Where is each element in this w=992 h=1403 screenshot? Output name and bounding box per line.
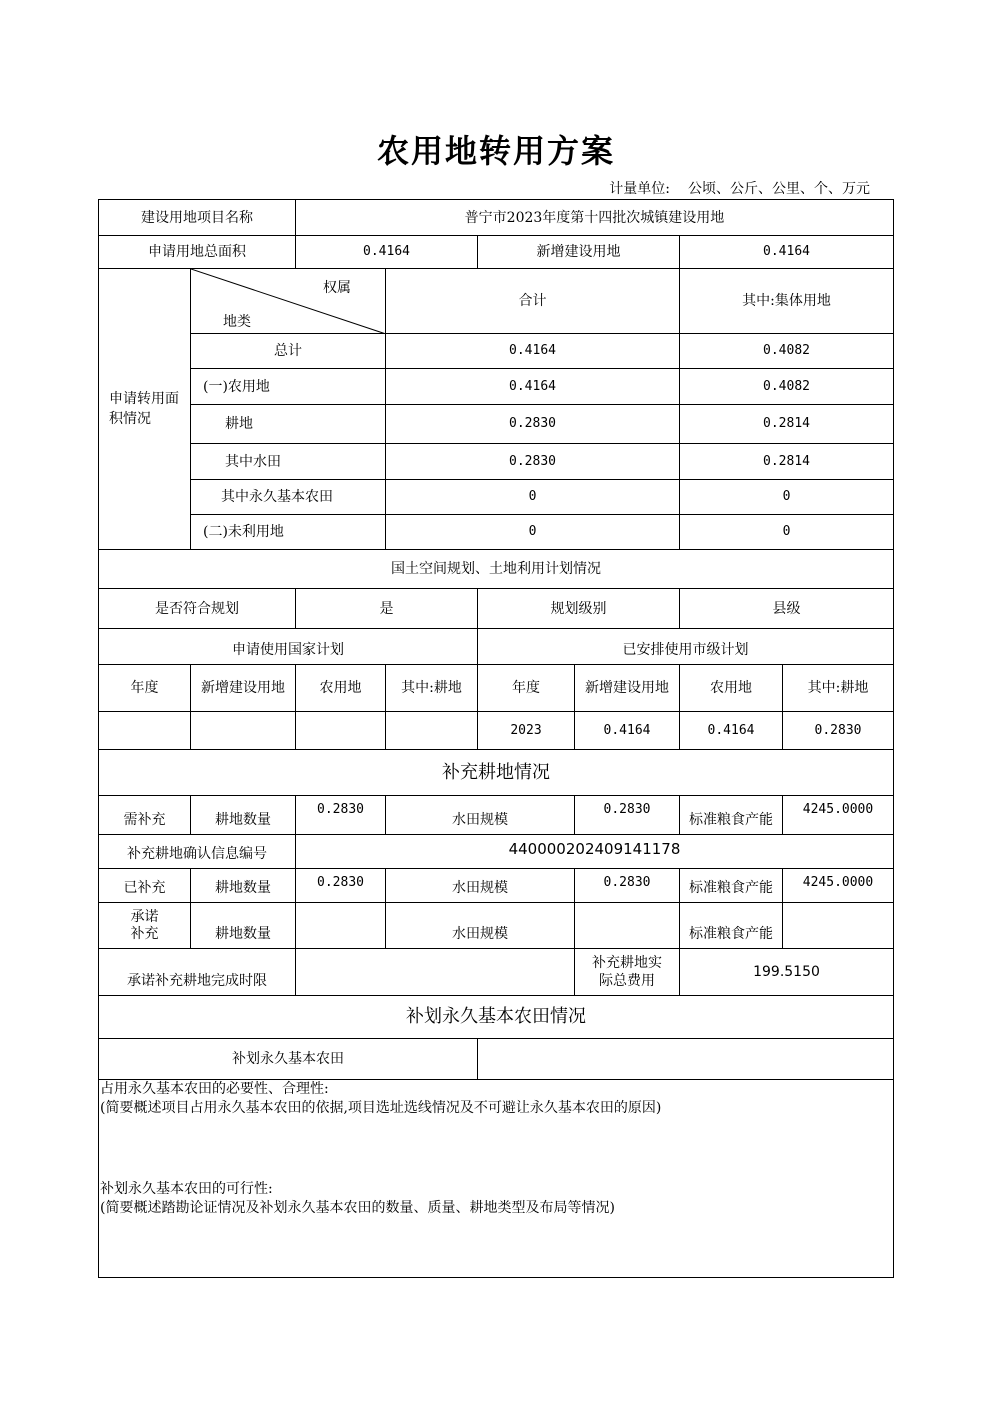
plan-col-cultivated-2: 其中:耕地 xyxy=(783,665,893,712)
plan-val-new-1 xyxy=(191,712,296,750)
promise-qty-value xyxy=(296,903,386,949)
measurement-unit xyxy=(560,179,870,199)
row-permanent-farmland-collective: 0 xyxy=(680,480,893,515)
plan-val-year-1 xyxy=(99,712,191,750)
need-qty-label: 耕地数量 xyxy=(191,796,296,835)
conform-plan-label: 是否符合规划 xyxy=(99,589,296,629)
plan-col-agri-1: 农用地 xyxy=(296,665,386,712)
plan-col-cultivated-1: 其中:耕地 xyxy=(386,665,478,712)
confirm-code-value: 440000202409141178 xyxy=(296,835,893,869)
row-paddy-value: 0.2830 xyxy=(386,444,680,480)
total-area-value: 0.4164 xyxy=(296,236,478,269)
feasibility-title: 补划永久基本农田的可行性: xyxy=(100,1181,273,1197)
conversion-section-label: 申请转用面积情况 xyxy=(99,269,191,550)
row-unused-land-collective: 0 xyxy=(680,515,893,550)
notes-area xyxy=(100,1080,890,1276)
national-plan-header: 申请使用国家计划 xyxy=(99,629,478,665)
plan-col-year-2: 年度 xyxy=(478,665,575,712)
row-paddy-collective: 0.2814 xyxy=(680,444,893,480)
plan-val-cultivated-2: 0.2830 xyxy=(783,712,893,750)
done-paddy-value: 0.2830 xyxy=(575,869,680,903)
necessity-hint: (简要概述项目占用永久基本农田的依据,项目选址选线情况及不可避让永久基本农田的原因) xyxy=(100,1100,662,1116)
plan-col-new-2: 新增建设用地 xyxy=(575,665,680,712)
confirm-code-label: 补充耕地确认信息编号 xyxy=(99,835,296,869)
planning-section-title: 国土空间规划、土地利用计划情况 xyxy=(99,550,893,589)
need-grain-value: 4245.0000 xyxy=(783,796,893,835)
farmland-row-label: 补划永久基本农田 xyxy=(99,1039,478,1080)
row-label-agricultural: (一)农用地 xyxy=(191,369,386,405)
plan-val-agri-1 xyxy=(296,712,386,750)
need-paddy-value: 0.2830 xyxy=(575,796,680,835)
need-supplement-label: 需补充 xyxy=(99,796,191,835)
deadline-label: 承诺补充耕地完成时限 xyxy=(99,949,296,996)
necessity-blank xyxy=(100,1118,890,1180)
plan-val-agri-2: 0.4164 xyxy=(680,712,783,750)
row-label-cultivated: 耕地 xyxy=(191,405,386,444)
promise-paddy-value xyxy=(575,903,680,949)
row-total-value: 0.4164 xyxy=(386,334,680,369)
done-supplement-label: 已补充 xyxy=(99,869,191,903)
city-plan-header: 已安排使用市级计划 xyxy=(478,629,893,665)
promise-qty-label: 耕地数量 xyxy=(191,903,296,949)
plan-col-new-1: 新增建设用地 xyxy=(191,665,296,712)
promise-supplement-label: 承诺补充 xyxy=(99,903,191,949)
diagonal-header-cell xyxy=(191,269,386,334)
plan-level-label: 规划级别 xyxy=(478,589,680,629)
actual-cost-value: 199.5150 xyxy=(680,949,893,996)
col-collective-header: 其中:集体用地 xyxy=(680,269,893,334)
promise-grain-label: 标准粮食产能 xyxy=(680,903,783,949)
land-type-header: 地类 xyxy=(223,314,251,330)
promise-paddy-label: 水田规模 xyxy=(386,903,575,949)
diagonal-line xyxy=(191,269,386,334)
row-agricultural-value: 0.4164 xyxy=(386,369,680,405)
unit-value: 公顷、公斤、公里、个、万元 xyxy=(688,181,870,197)
project-name-value: 普宁市2023年度第十四批次城镇建设用地 xyxy=(296,200,893,236)
plan-col-agri-2: 农用地 xyxy=(680,665,783,712)
unit-label: 计量单位: xyxy=(609,181,670,197)
farmland-row-value xyxy=(478,1039,893,1080)
total-area-label: 申请用地总面积 xyxy=(99,236,296,269)
done-paddy-label: 水田规模 xyxy=(386,869,575,903)
need-paddy-label: 水田规模 xyxy=(386,796,575,835)
plan-col-year-1: 年度 xyxy=(99,665,191,712)
plan-level-value: 县级 xyxy=(680,589,893,629)
necessity-title: 占用永久基本农田的必要性、合理性: xyxy=(100,1081,329,1097)
need-qty-value: 0.2830 xyxy=(296,796,386,835)
done-grain-value: 4245.0000 xyxy=(783,869,893,903)
done-qty-label: 耕地数量 xyxy=(191,869,296,903)
plan-val-year-2: 2023 xyxy=(478,712,575,750)
supplement-section-title: 补充耕地情况 xyxy=(99,750,893,796)
row-label-paddy: 其中水田 xyxy=(191,444,386,480)
row-unused-land-value: 0 xyxy=(386,515,680,550)
farmland-section-title: 补划永久基本农田情况 xyxy=(99,996,893,1039)
feasibility-hint: (简要概述踏勘论证情况及补划永久基本农田的数量、质量、耕地类型及布局等情况) xyxy=(100,1200,615,1216)
new-construction-value: 0.4164 xyxy=(680,236,893,269)
actual-cost-label: 补充耕地实际总费用 xyxy=(575,949,680,996)
row-label-unused-land: (二)未利用地 xyxy=(191,515,386,550)
plan-val-cultivated-1 xyxy=(386,712,478,750)
done-grain-label: 标准粮食产能 xyxy=(680,869,783,903)
row-label-permanent-farmland: 其中永久基本农田 xyxy=(191,480,386,515)
promise-grain-value xyxy=(783,903,893,949)
page-title: 农用地转用方案 xyxy=(376,132,615,170)
deadline-value xyxy=(296,949,575,996)
col-total-header: 合计 xyxy=(386,269,680,334)
ownership-header: 权属 xyxy=(323,280,351,296)
project-name-label: 建设用地项目名称 xyxy=(99,200,296,236)
need-grain-label: 标准粮食产能 xyxy=(680,796,783,835)
row-total-collective: 0.4082 xyxy=(680,334,893,369)
row-agricultural-collective: 0.4082 xyxy=(680,369,893,405)
done-qty-value: 0.2830 xyxy=(296,869,386,903)
conform-plan-value: 是 xyxy=(296,589,478,629)
new-construction-label: 新增建设用地 xyxy=(478,236,680,269)
row-cultivated-collective: 0.2814 xyxy=(680,405,893,444)
plan-val-new-2: 0.4164 xyxy=(575,712,680,750)
row-cultivated-value: 0.2830 xyxy=(386,405,680,444)
row-permanent-farmland-value: 0 xyxy=(386,480,680,515)
row-label-total: 总计 xyxy=(191,334,386,369)
